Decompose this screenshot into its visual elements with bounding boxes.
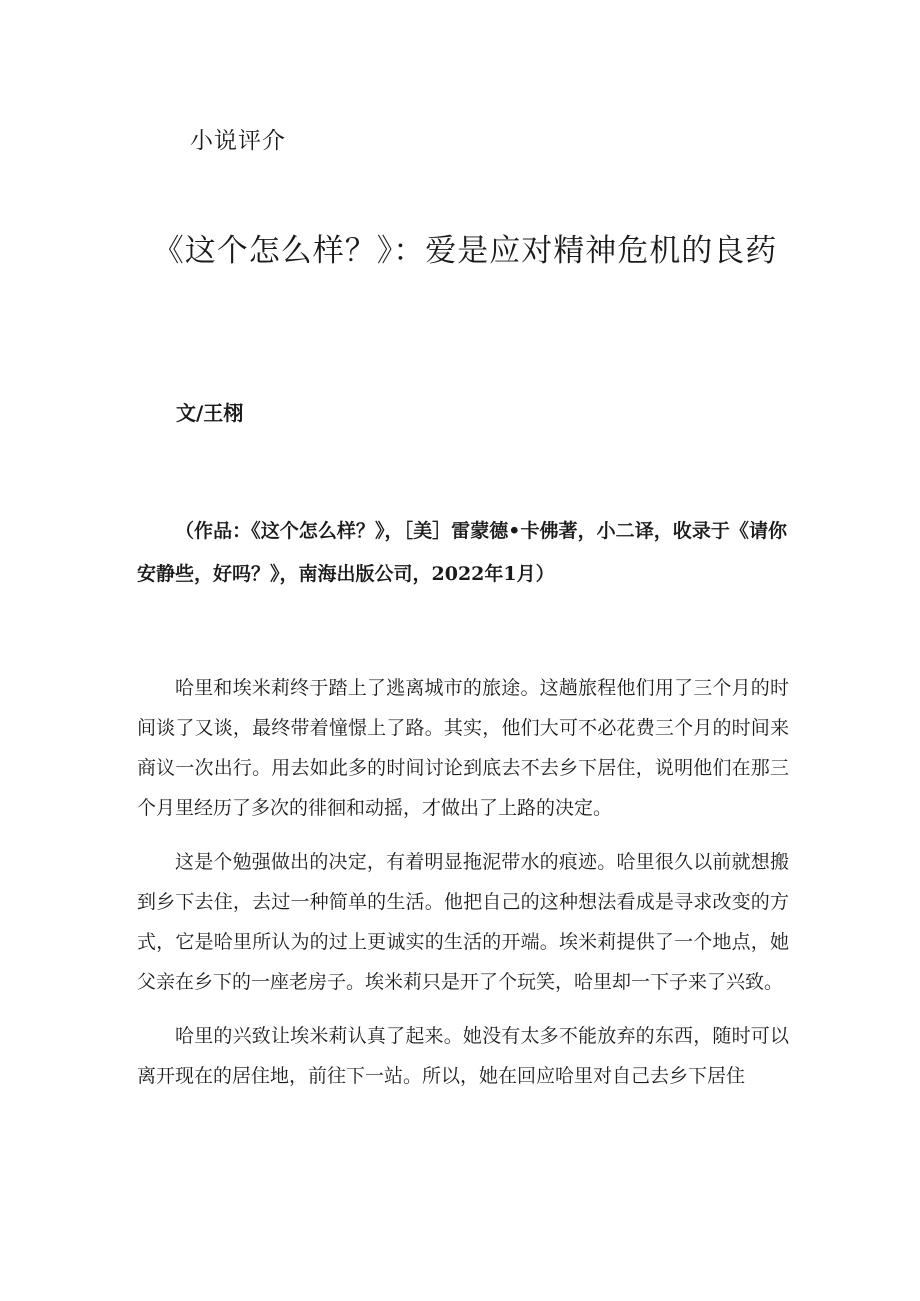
paragraph: 这是个勉强做出的决定，有着明显拖泥带水的痕迹。哈里很久以前就想搬到乡下去住，去过一种简单的生活。他把自己的这种想法看成是寻求改变的方式，它是哈里所认为的过上更诚实的生活的开端。埃米莉提供了一个地点，她父亲在乡下的一座老房子。埃米莉只是开了个玩笑，哈里却一下子来了兴致。 [137, 851, 789, 993]
paragraph: 哈里的兴致让埃米莉认真了起来。她没有太多不能放弃的东西，随时可以离开现在的居住地，前往下一站。所以，她在回应哈里对自己去乡下居住 [137, 1025, 789, 1087]
paragraph: 哈里和埃米莉终于踏上了逃离城市的旅途。这趟旅程他们用了三个月的时间谈了又谈，最终带着憧憬上了路。其实，他们大可不必花费三个月的时间来商议一次出行。用去如此多的时间讨论到底去不去乡下居住，说明他们在那三个月里经历了多次的徘徊和动摇，才做出了上路的决定。 [137, 677, 789, 819]
section-label: 小说评介 [190, 128, 286, 154]
article-title: 《这个怎么样？》：爱是应对精神危机的良药 [152, 233, 778, 269]
source-citation: （作品：《这个怎么样？》，［美］雷蒙德•卡佛著，小二译，收录于《请你安静些，好吗？》，南海出版公司，2022年1月） [137, 520, 787, 585]
article-body [137, 668, 789, 1110]
author-byline: 文/王栩 [176, 401, 244, 425]
